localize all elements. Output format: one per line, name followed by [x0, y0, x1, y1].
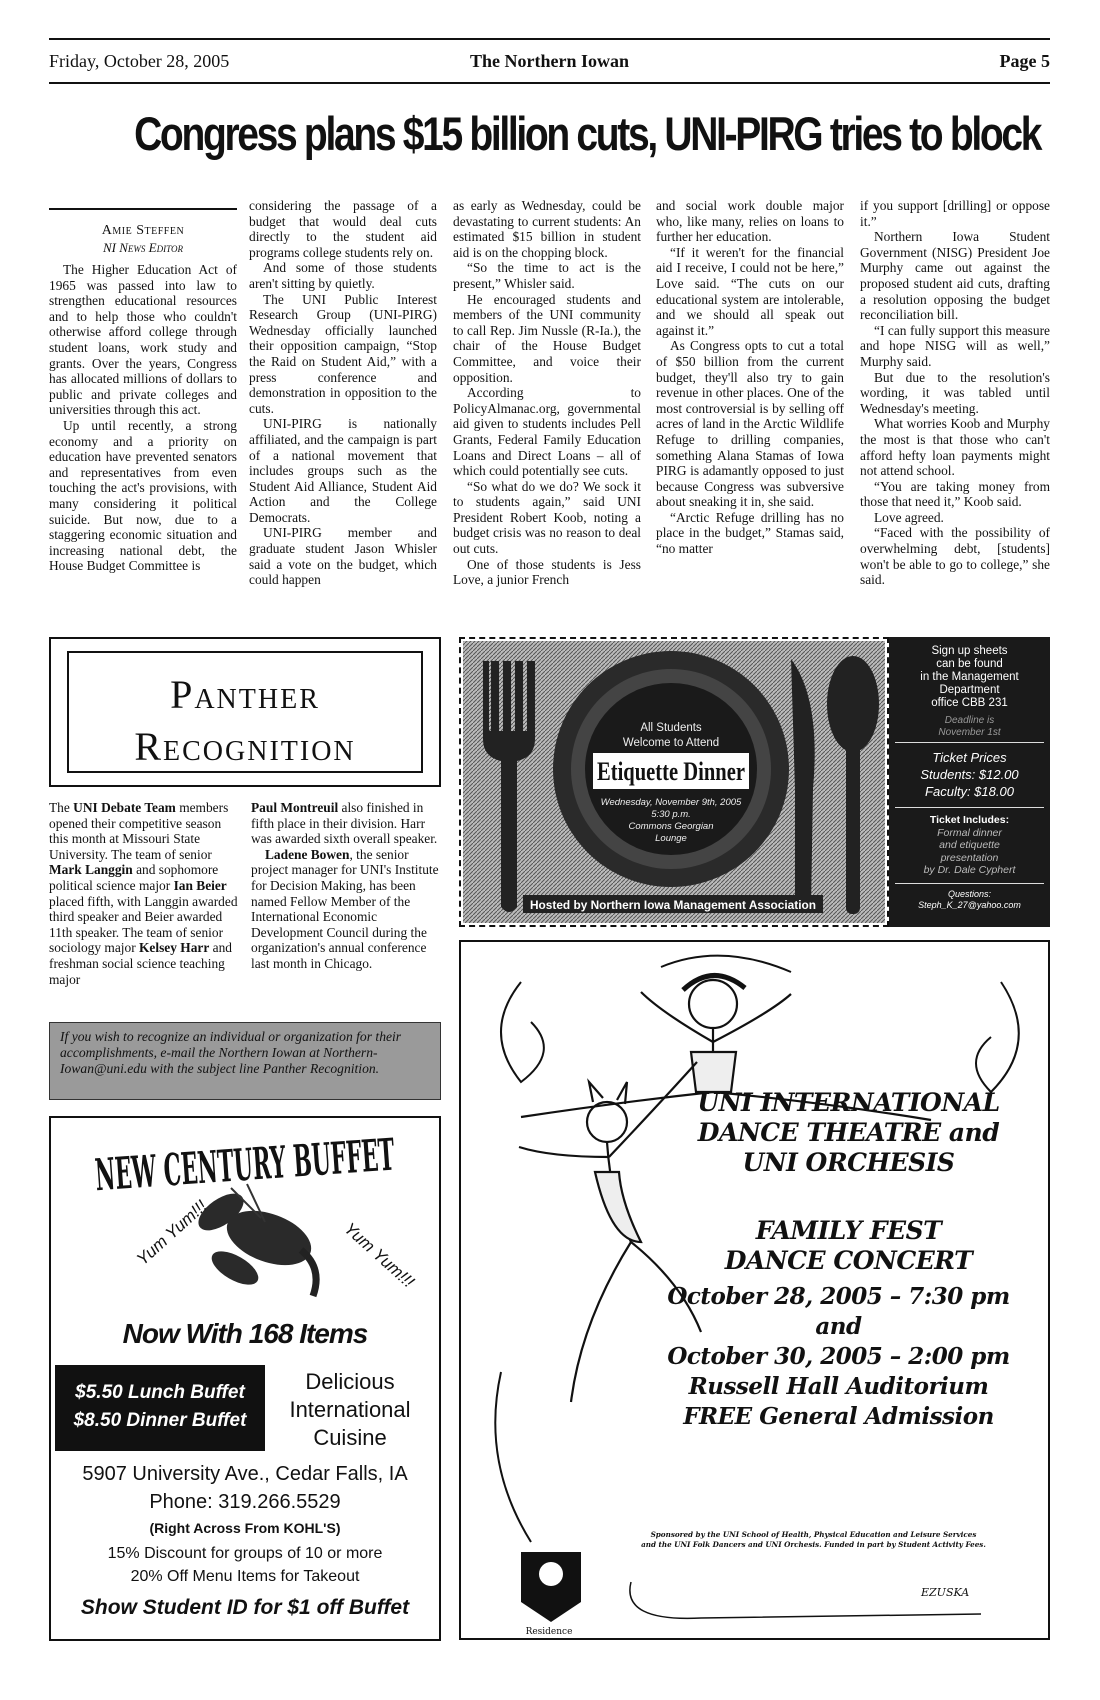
residence-logo [521, 1552, 581, 1637]
event-venue-1: Commons Georgian [628, 821, 714, 832]
buffet-name: NEW CENTURY BUFFET [93, 1108, 701, 1202]
yum-left: Yum Yum!!! [132, 1196, 211, 1269]
dance-schedule [631, 1282, 1046, 1432]
dance-event-title [651, 1216, 1046, 1276]
article-paragraph: “Faced with the possibility of overwhelming debt, [students] won't be able to go to college,” she said. [860, 525, 1050, 588]
signup-line: can be found [936, 658, 1003, 670]
article-paragraph: As Congress opts to cut a total of $50 billion from the current budget, they'll also try to gain revenue in other places. One of the most controversial is by selling off acres of land in the Arctic Wildlife Refuge to drilling companies, something Alana Stamas of Iowa PIRG is adamantly opposed to just because Congress was subversive about sneaking it in, she said. [656, 338, 844, 510]
panther-column-2 [251, 800, 441, 972]
byline-author: Amie Steffen [101, 223, 185, 238]
headline: Congress plans $15 billion cuts, UNI-PIRG tries to block [134, 107, 1041, 160]
buffet-cuisine [265, 1368, 435, 1452]
panther-text: placed fifth, with Langgin awarded third speaker and Beier awarded 11th speaker. The team of senior sociology major [49, 893, 238, 956]
panther-text: members opened their competitive season this month at Missouri State University. The team of senior [49, 800, 229, 862]
signup-line: Sign up sheets [931, 645, 1008, 657]
dance-line: and [815, 1313, 862, 1340]
article-paragraph: Love agreed. [874, 509, 944, 525]
article-paragraph: “So the time to act is the present,” Whisler said. [453, 260, 641, 291]
article-paragraph: “Arctic Refuge drilling has no place in the budget,” Stamas said, “no matter [656, 509, 844, 557]
buffet-landmark: (Right Across From KOHL'S) [149, 1520, 341, 1536]
panther-recognition-frame [67, 651, 423, 773]
newspaper-name: The Northern Iowan [469, 51, 629, 71]
buffet-discounts [51, 1542, 439, 1588]
buffet-logo-area [51, 1108, 701, 1318]
article-paragraph: considering the passage of a budget that would deal cuts directly to the student aid programs college students rely on. [249, 198, 437, 260]
dance-date-2: October 30, 2005 – 2:00 pm [667, 1343, 1010, 1370]
includes-line: by Dr. Dale Cyphert [923, 864, 1016, 876]
deadline-line: Deadline is [944, 715, 995, 726]
byline-rule [49, 208, 237, 210]
event-title: Etiquette Dinner [597, 757, 745, 786]
dance-date-1: October 28, 2005 – 7:30 pm [667, 1283, 1010, 1310]
sponsor-line: Sponsored by the UNI School of Health, Physical Education and Leisure Services [650, 1530, 977, 1539]
buffet-address: 5907 University Ave., Cedar Falls, IA [82, 1463, 408, 1485]
article-paragraph: Up until recently, a strong economy and a priority on education have prevented senators and representatives from even touching the act's provisions, with many considering it political suicide. But now, due to a staggering economic situation and increasing national debt, the House Budget Committee is [49, 417, 237, 574]
article-paragraph: and social work double major who, like many, relies on loans to further her education. [656, 198, 844, 245]
swirl-decoration [495, 1372, 531, 1542]
swirl-decoration [661, 956, 791, 972]
buffet-items-count: Now With 168 Items [122, 1318, 368, 1349]
article-paragraph: “So what do we do? We sock it to students again,” said UNI President Robert Koob, noting a budget crisis was no reason to deal out cuts. [453, 478, 641, 557]
article-paragraph: Northern Iowa Student Government (NISG) President Joe Murphy came out against the proposed student aid cuts, drafting a resolution opposing the budget reconciliation bill. [860, 229, 1050, 323]
article-paragraph: What worries Koob and Murphy the most is that those who can't afford hefty loan payments might not attend school. [860, 416, 1050, 479]
group-discount: 15% Discount for groups of 10 or more [107, 1545, 383, 1562]
questions-label: Questions: [947, 889, 992, 899]
panther-name: Paul Montreuil [251, 800, 339, 815]
etiquette-dinner-ad [459, 637, 889, 927]
deadline-line: November 1st [938, 727, 1001, 738]
event-venue-2: Lounge [655, 833, 687, 844]
dance-sponsors [581, 1530, 1046, 1550]
ticket-prices [893, 749, 1046, 800]
signup-line: Department [939, 684, 1000, 696]
article-paragraph: “You are taking money from those that need it,” Koob said. [860, 478, 1050, 510]
article-column-2 [249, 198, 437, 588]
article-paragraph: “I can fully support this measure and hope NISG will as well,” Murphy said. [860, 322, 1050, 369]
cuisine-line: Delicious [305, 1369, 395, 1394]
takeout-discount: 20% Off Menu Items for Takeout [130, 1568, 360, 1585]
divider [895, 807, 1044, 808]
dance-concert-ad [459, 940, 1050, 1640]
dance-venue: Russell Hall Auditorium [688, 1373, 989, 1400]
etiquette-dinner-illustration [461, 639, 887, 925]
cuisine-line: International [289, 1397, 411, 1422]
panther-text: and freshman social science teaching major [49, 940, 232, 987]
article-paragraph: The UNI Public Interest Research Group (UNI-PIRG) Wednesday officially launched their opposition campaign, “Stop the Raid on Student Aid,” with a press conference and demonstration in opposition to the cuts. [249, 291, 437, 416]
dance-line: UNI ORCHESIS [742, 1148, 955, 1177]
article-paragraph: UNI-PIRG member and graduate student Jason Whisler said a vote on the budget, which could happen [249, 525, 437, 588]
panther-name: Kelsey Harr [139, 940, 210, 956]
dance-admission: FREE General Admission [683, 1403, 994, 1430]
article-paragraph: One of those students is Jess Love, a junior French [453, 556, 641, 588]
dance-line: DANCE CONCERT [724, 1246, 973, 1275]
swirl-decoration [976, 982, 1019, 1092]
page-number: Page 5 [999, 51, 1050, 71]
panther-title-line-2: Recognition [134, 724, 356, 769]
deadline-info [893, 715, 1046, 739]
panther-text: The [49, 800, 74, 815]
panther-name: Ladene Bowen [265, 846, 350, 862]
includes-title: Ticket Includes: [929, 814, 1010, 826]
sponsor-line: and the UNI Folk Dancers and UNI Orchesis. Funded in part by Student Activity Fees. [641, 1540, 986, 1549]
article-paragraph: According to PolicyAlmanac.org, governmental aid given to students includes Pell Grants, Federal Family Education Loans and Direct Loans – all of which could potentially see cuts. [453, 385, 641, 479]
buffet-phone: Phone: 319.266.5529 [149, 1491, 341, 1513]
divider [895, 742, 1044, 743]
dance-line: FAMILY FEST [755, 1216, 942, 1245]
divider [895, 883, 1044, 884]
panther-name: Ian Beier [173, 877, 227, 893]
artist-signature: EZUSKA [921, 1586, 970, 1599]
article-paragraph: But due to the resolution's wording, it was tabled until Wednesday's meeting. [860, 369, 1050, 416]
byline [49, 222, 237, 256]
byline-title: NI News Editor [103, 240, 183, 255]
article-paragraph: as early as Wednesday, could be devastating to current students: An estimated $15 billion in student aid is on the chopping block. [453, 198, 641, 260]
panther-name: Mark Langgin [49, 862, 133, 878]
includes-line: Formal dinner [937, 826, 1002, 839]
dance-presenters [651, 1088, 1046, 1178]
includes-line: presentation [940, 851, 999, 864]
issue-date: Friday, October 28, 2005 [49, 51, 230, 71]
article-paragraph: if you support [drilling] or oppose it.” [860, 198, 1050, 229]
article-paragraph: The Higher Education Act of 1965 was passed into law to strengthen educational resources and to help those who couldn't otherwise afford college through student loans, work study and grants. Over the years, Congress has allocated millions of dollars to public and private colleges and universities through this act. [49, 262, 237, 418]
panther-text: and sophomore political science major [49, 862, 219, 893]
welcome-line-2: Welcome to Attend [622, 737, 720, 749]
cuisine-line: Cuisine [313, 1425, 387, 1450]
event-host: Hosted by Northern Iowa Management Association [530, 898, 816, 912]
panther-title-line-1: Panther [170, 672, 320, 717]
signup-line: in the Management [920, 671, 1019, 683]
student-price: Students: $12.00 [920, 767, 1019, 782]
article-paragraph: And some of those students aren't sitting by quietly. [249, 260, 437, 291]
article-paragraph: He encouraged students and members of the UNI community to call Rep. Jim Nussle (R-Ia.), the chair of the House Budget Committee, and voice their opposition. [453, 291, 641, 385]
signup-info [893, 645, 1046, 710]
lobster-icon [192, 1184, 318, 1296]
article-column-3 [453, 198, 641, 588]
welcome-line-1: All Students [640, 722, 702, 734]
dinner-price: $8.50 Dinner Buffet [73, 1410, 247, 1431]
article-column-5 [860, 198, 1050, 588]
prices-title: Ticket Prices [932, 750, 1007, 765]
yum-right: Yum Yum!!! [340, 1218, 418, 1292]
ticket-includes [893, 814, 1046, 877]
panther-text: also finished in fifth place in their division. Harr was awarded sixth overall speaker. [251, 800, 438, 847]
etiquette-info-panel [889, 637, 1050, 927]
article-paragraph: UNI-PIRG is nationally affiliated, and the campaign is part of a national movement that includes groups such as the Student Aid Alliance, Student Aid Action and the College Democrats. [249, 416, 437, 525]
panther-submission-notice: If you wish to recognize an individual or organization for their accomplishments, e-mail the Northern Iowan at Northern-Iowan@uni.edu with the subject line Panther Recognition. [49, 1022, 441, 1100]
event-date: Wednesday, November 9th, 2005 [600, 797, 742, 808]
panther-recognition-banner [49, 637, 441, 787]
dance-line: DANCE THEATRE and [697, 1118, 1000, 1147]
dance-line: UNI INTERNATIONAL [697, 1088, 1000, 1117]
swirl-decoration [501, 982, 544, 1082]
buffet-contact [51, 1460, 439, 1516]
lunch-price: $5.50 Lunch Buffet [75, 1382, 245, 1403]
article-column-1 [49, 262, 237, 574]
questions-info [893, 889, 1046, 911]
page-header [49, 38, 1050, 84]
includes-line: and etiquette [939, 839, 1000, 851]
panther-text: , the senior project manager for UNI's Institute for Decision Making, has been named Fellow Member of the International Economic Development Council during the organization's annual conference last month in Chicago. [251, 846, 439, 971]
questions-email: Steph_K_27@yahoo.com [918, 900, 1021, 910]
residence-logo-text: Residence [525, 1627, 573, 1637]
event-time: 5:30 p.m. [651, 809, 691, 820]
student-discount: Show Student ID for $1 off Buffet [80, 1596, 410, 1619]
article-paragraph: “If it weren't for the financial aid I receive, I could not be here,” Love said. “The cuts on our educational system are intolerable, and we should all speak out against it.” [656, 244, 844, 338]
faculty-price: Faculty: $18.00 [925, 784, 1014, 799]
signup-line: office CBB 231 [931, 697, 1008, 709]
panther-column-1 [49, 800, 239, 987]
buffet-prices [55, 1365, 265, 1451]
panther-name: UNI Debate Team [73, 800, 176, 815]
article-column-4 [656, 198, 844, 557]
